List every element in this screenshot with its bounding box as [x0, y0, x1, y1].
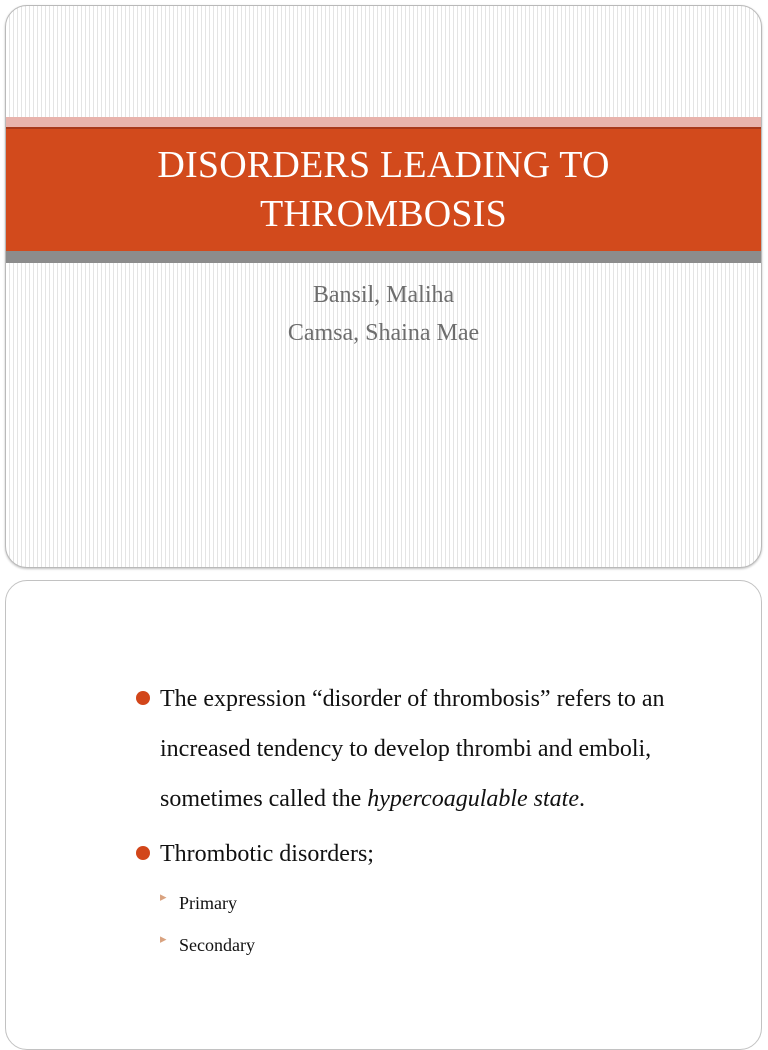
author-name: Bansil, Maliha [312, 282, 455, 308]
bullet-emphasis: hypercoagulable state [367, 786, 580, 812]
sub-bullet-list [134, 882, 694, 966]
title-slide [5, 5, 762, 568]
bullet-list [134, 674, 694, 966]
bullet-item [134, 674, 694, 824]
title-band-bottom [6, 251, 761, 263]
sub-bullet-marker-icon: ▸ [160, 889, 167, 904]
sub-bullet-item [134, 882, 694, 924]
title-band-top [6, 117, 761, 127]
author-list [6, 276, 761, 352]
bullet-suffix: . [579, 786, 586, 812]
slide-title: DISORDERS LEADING TO THROMBOSIS [157, 144, 610, 235]
bullet-dot-icon [136, 846, 150, 860]
bullet-item [134, 829, 694, 879]
sub-bullet-text: Primary [179, 893, 237, 913]
sub-bullet-item [134, 924, 694, 966]
content-slide [5, 580, 762, 1050]
sub-bullet-marker-icon: ▸ [160, 931, 167, 946]
bullet-text [160, 686, 665, 812]
title-band [6, 127, 761, 251]
bullet-dot-icon [136, 691, 150, 705]
author-name: Camsa, Shaina Mae [287, 320, 480, 346]
bullet-text: Thrombotic disorders; [160, 841, 374, 867]
sub-bullet-text: Secondary [179, 935, 255, 955]
bullet-text-main: The expression “disorder of thrombosis” refers to an increased tendency to develop thrombi and emboli, sometimes called the [160, 686, 665, 812]
